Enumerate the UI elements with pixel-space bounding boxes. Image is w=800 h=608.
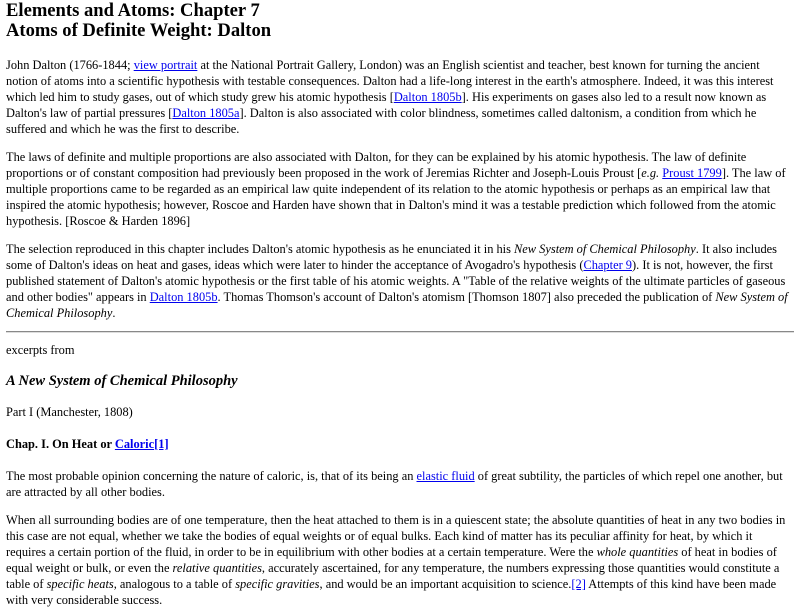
chapter-heading xyxy=(6,436,794,452)
para5-text-2: of heat in bodies of equal weight or bulk, or even the xyxy=(6,545,777,575)
para3-text-1: The selection reproduced in this chapter includes Dalton's atomic hypothesis as he enunciated it in his xyxy=(6,242,515,256)
para5-text-4: , analogous to a table of xyxy=(113,577,236,591)
title-line-1: Elements and Atoms: Chapter 7 xyxy=(6,0,260,21)
eg-abbreviation: e.g. xyxy=(641,166,660,180)
part-heading: Part I (Manchester, 1808) xyxy=(6,405,133,419)
specific-heats-italic: specific heats xyxy=(46,577,114,591)
page xyxy=(0,1,794,608)
intro-paragraph-dalton xyxy=(6,57,794,137)
para1-text-3: ]. His experiments on gases also led to a result now known as Dalton's law of partial pressures [ xyxy=(6,90,767,120)
para1-text-1: John Dalton (1766-1844; xyxy=(6,58,134,72)
excerpt-book-title: A New System of Chemical Philosophy xyxy=(6,373,238,389)
para4-text-2: of great subtility, the particles of which repel one another, but are attracted by all other bodies. xyxy=(6,469,783,499)
view-portrait-link[interactable]: view portrait xyxy=(133,58,198,72)
chapter-9-link[interactable]: Chapter 9 xyxy=(583,258,632,272)
para1-text-2: at the National Portrait Gallery, London) was an English scientist and teacher, best known for turning the ancient notion of atoms into a scientific hypothesis with testable consequences. Dalton had a life-long interest in the earth's atmosphere. Indeed, it was this interest which led him to study gases, out of which study grew his atomic hypothesis [ xyxy=(6,58,774,104)
page-title xyxy=(6,1,794,41)
para5-text-6: Attempts of this kind have been made with very considerable success. xyxy=(6,577,777,607)
dalton-1805b-link[interactable]: Dalton 1805b xyxy=(393,90,462,104)
title-line-2: Atoms of Definite Weight: Dalton xyxy=(6,20,272,41)
para5-text-5: , and would be an important acquisition to science. xyxy=(319,577,572,591)
section-divider xyxy=(6,331,794,333)
laws-paragraph xyxy=(6,149,794,229)
caloric-link[interactable]: Caloric xyxy=(114,437,155,451)
relative-quantities-italic: relative quantities xyxy=(172,561,262,575)
caloric-paragraph xyxy=(6,468,794,500)
whole-quantities-italic: whole quantities xyxy=(596,545,679,559)
para3-text-5: . xyxy=(112,306,116,320)
elastic-fluid-link[interactable]: elastic fluid xyxy=(416,469,475,483)
book-title-inline-2: New System of Chemical Philosophy xyxy=(6,290,788,320)
specific-gravities-italic: specific gravities xyxy=(235,577,320,591)
footnote-2-link[interactable]: [2] xyxy=(571,577,586,591)
para2-text-2: ]. The law of multiple proportions came to be regarded as an empirical law quite independent of its relation to the atomic hypothesis or perhaps as an empirical law that inspired the atomic hypothesis; however, Roscoe and Harden have shown that in Dalton's mind it was a testable prediction which followed from the atomic hypothesis. [Roscoe & Harden 1896] xyxy=(6,166,786,228)
excerpts-label: excerpts from xyxy=(6,343,75,357)
footnote-1-link[interactable]: [1] xyxy=(154,437,169,451)
para2-text-1: The laws of definite and multiple proportions are also associated with Dalton, for they can be explained by his atomic hypothesis. The law of definite proportions or of constant composition had previously been proposed in the work of Jeremias Richter and Joseph-Louis Proust [ xyxy=(6,150,747,180)
book-title-inline: New System of Chemical Philosophy xyxy=(514,242,696,256)
para3-text-4: . Thomas Thomson's account of Dalton's atomism [Thomson 1807] also preceded the publication of xyxy=(217,290,716,304)
para5-text-3: , accurately ascertained, for any temperature, the numbers expressing those quantities would constitute a table of xyxy=(6,561,780,591)
para1-text-4: ]. Dalton is also associated with color blindness, sometimes called daltonism, a condition from which he suffered and which he was the first to describe. xyxy=(6,106,757,136)
dalton-1805b-link-2[interactable]: Dalton 1805b xyxy=(149,290,218,304)
dalton-1805a-link[interactable]: Dalton 1805a xyxy=(172,106,240,120)
para5-text-1: When all surrounding bodies are of one temperature, then the heat attached to them is in a quiescent state; the absolute quantities of heat in any two bodies in this case are not equal, whether we take the bodies of equal weights or of equal bulks. Each kind of matter has its peculiar affinity for heat, by which it requires a certain portion of the fluid, in order to be in equilibrium with other bodies at a certain temperature. Were the xyxy=(6,513,786,559)
selection-paragraph xyxy=(6,241,794,321)
para3-text-3: ). It is not, however, the first published statement of Dalton's atomic hypothesis or the first table of his atomic weights. A "Table of the relative weights of the ultimate particles of gaseous and other bodies" appears in xyxy=(6,258,786,304)
heat-paragraph xyxy=(6,512,794,608)
para4-text-1: The most probable opinion concerning the nature of caloric, is, that of its being an xyxy=(6,469,417,483)
para3-text-2: . It also includes some of Dalton's ideas on heat and gases, ideas which were later to hinder the acceptance of Avogadro's hypothesis ( xyxy=(6,242,777,272)
proust-1799-link[interactable]: Proust 1799 xyxy=(662,166,722,180)
chapter-prefix: Chap. I. On Heat or xyxy=(6,437,115,451)
